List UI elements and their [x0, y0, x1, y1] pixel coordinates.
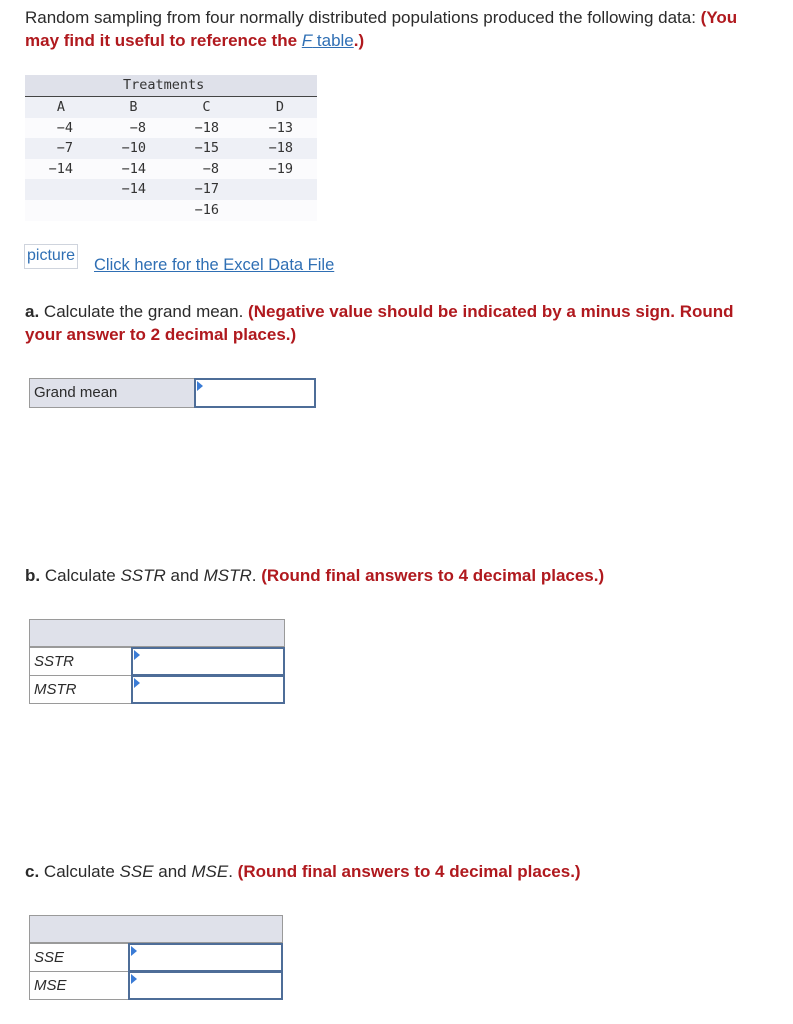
- table-cell: −4: [56, 119, 73, 136]
- grand-mean-input[interactable]: [194, 378, 316, 408]
- part-b-term-sstr: SSTR: [120, 566, 166, 585]
- part-c-term-mse: MSE: [191, 862, 229, 881]
- part-c-question: [25, 860, 775, 883]
- table-cell: −17: [194, 181, 219, 198]
- part-c-letter: c.: [25, 862, 40, 881]
- treatments-table: [25, 75, 317, 221]
- part-c-text-mid: and: [153, 862, 192, 881]
- part-b-text-post: .: [251, 566, 262, 585]
- input-marker-icon: [131, 946, 137, 956]
- column-header: D: [275, 99, 285, 115]
- grand-mean-label: Grand mean: [29, 378, 195, 408]
- table-row: [25, 179, 317, 200]
- table-cell: −14: [48, 160, 73, 177]
- part-b-term-mstr: MSTR: [203, 566, 252, 585]
- table-cell: −8: [202, 160, 219, 177]
- part-a-instruction: (Negative value should be indicated by a minus sign. Round your answer to 2 decimal places.): [25, 302, 734, 344]
- table-cell: −16: [194, 201, 219, 218]
- table-row: [25, 159, 317, 180]
- table-cell: −7: [56, 140, 73, 157]
- table-cell: [219, 200, 293, 221]
- table-cell: [219, 179, 293, 200]
- sstr-label: SSTR: [29, 647, 132, 676]
- column-header: A: [56, 99, 66, 115]
- table-cell: −18: [268, 140, 293, 157]
- table-row: [25, 138, 317, 159]
- input-marker-icon: [197, 381, 203, 391]
- part-c-instruction: (Round final answers to 4 decimal places.): [237, 862, 581, 881]
- part-b-text-mid: and: [165, 566, 204, 585]
- table-cell: −13: [268, 119, 293, 136]
- hint-suffix: .): [353, 31, 365, 50]
- column-header: B: [129, 99, 138, 115]
- column-header: C: [202, 99, 211, 115]
- intro-text: Random sampling from four normally distributed populations produced the following data:: [25, 8, 696, 27]
- excel-data-file-link[interactable]: Click here for the Excel Data File: [94, 256, 335, 274]
- table-cell: [25, 200, 73, 221]
- picture-placeholder: picture: [24, 244, 78, 269]
- table-cell: −15: [194, 140, 219, 157]
- f-italic: F: [301, 31, 313, 50]
- table-cell: [73, 200, 146, 221]
- part-b-letter: b.: [25, 566, 41, 585]
- part-c-text-post: .: [228, 862, 238, 881]
- f-table-link[interactable]: [302, 31, 354, 50]
- sstr-input[interactable]: [131, 647, 285, 676]
- part-c-text-pre: Calculate: [39, 862, 120, 881]
- part-b-text-pre: Calculate: [40, 566, 121, 585]
- part-b-question: [25, 564, 775, 587]
- mstr-label: MSTR: [29, 675, 132, 704]
- table-cell: −8: [129, 119, 146, 136]
- input-marker-icon: [131, 974, 137, 984]
- table-cell: [25, 179, 73, 200]
- part-c-table-header: [29, 915, 283, 943]
- part-c-term-sse: SSE: [119, 862, 154, 881]
- table-row: [25, 200, 317, 221]
- table-cell: −18: [194, 119, 219, 136]
- part-a-question: [25, 300, 775, 346]
- part-b-table-header: [29, 619, 285, 647]
- part-b-instruction: (Round final answers to 4 decimal places.): [261, 566, 605, 585]
- part-a-letter: a.: [25, 302, 40, 321]
- treatments-label: Treatments: [123, 77, 205, 93]
- part-a-text: Calculate the grand mean.: [39, 302, 249, 321]
- mse-input[interactable]: [128, 971, 283, 1000]
- table-cell: −14: [121, 181, 146, 198]
- sse-input[interactable]: [128, 943, 283, 972]
- intro-paragraph: [25, 6, 775, 52]
- table-cell: −10: [121, 140, 146, 157]
- table-row: [25, 118, 317, 139]
- hint-prefix: (You may find it useful to reference the: [25, 8, 738, 50]
- input-marker-icon: [134, 678, 140, 688]
- input-marker-icon: [134, 650, 140, 660]
- treatments-group-header: [25, 75, 317, 97]
- table-word: table: [312, 31, 354, 50]
- column-header-row: [25, 97, 317, 118]
- mse-label: MSE: [29, 971, 129, 1000]
- sse-label: SSE: [29, 943, 129, 972]
- mstr-input[interactable]: [131, 675, 285, 704]
- table-cell: −19: [268, 160, 293, 177]
- table-cell: −14: [121, 160, 146, 177]
